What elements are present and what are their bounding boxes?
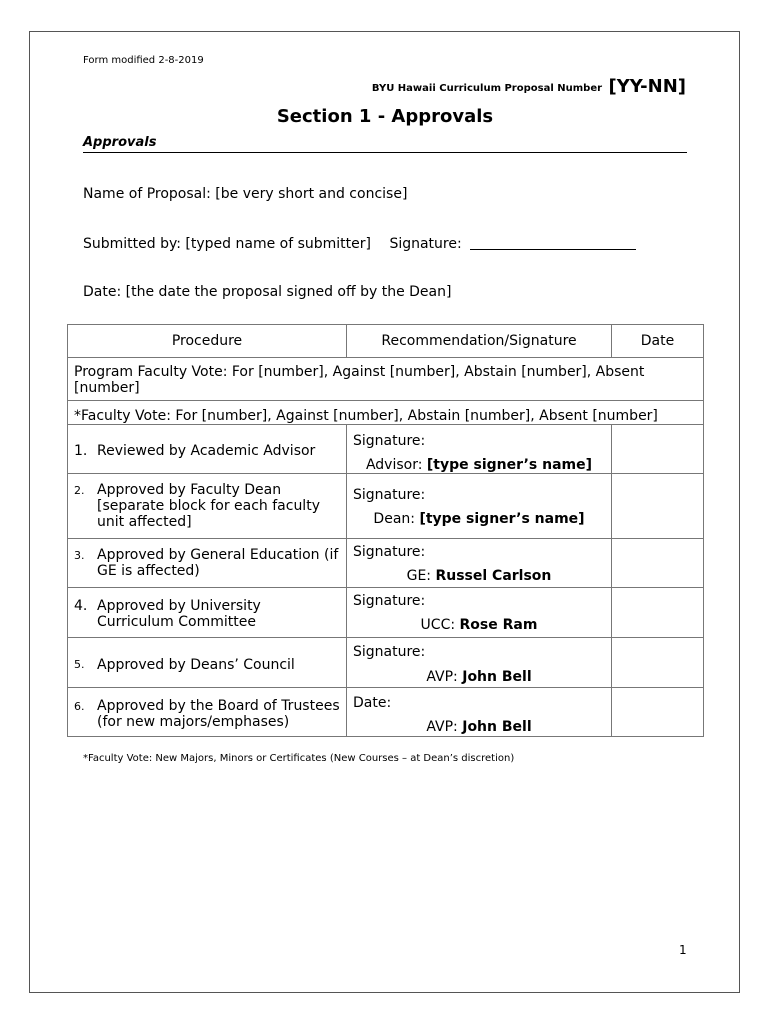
- date-cell: [612, 425, 704, 474]
- signer-name: John Bell: [462, 669, 532, 685]
- signer-role: AVP:: [426, 669, 458, 685]
- proposal-number-label: BYU Hawaii Curriculum Proposal Number: [371, 83, 603, 94]
- date-cell: [612, 688, 704, 737]
- table-row: [68, 425, 704, 474]
- signature-label: Signature:: [353, 433, 426, 449]
- header-procedure: Procedure: [68, 325, 347, 358]
- signature-label: Signature:: [353, 644, 426, 660]
- procedure-text: Reviewed by Academic Advisor: [97, 443, 316, 459]
- procedure-text: Approved by Deans’ Council: [97, 657, 295, 673]
- row-number: 6.: [74, 700, 85, 713]
- approvals-heading: Approvals: [83, 135, 687, 153]
- table-row: [68, 474, 704, 539]
- header-recommendation: Recommendation/Signature: [347, 325, 612, 358]
- header-date: Date: [612, 325, 704, 358]
- procedure-text: Approved by University Curriculum Committee: [97, 598, 261, 630]
- date-label: Date:: [353, 695, 392, 711]
- signer: [347, 457, 611, 473]
- signature-label: Signature:: [353, 487, 426, 503]
- date-cell: [612, 539, 704, 588]
- signer: [347, 719, 611, 735]
- row-number: 3.: [74, 549, 85, 562]
- table-row: [68, 638, 704, 688]
- date-cell: [612, 588, 704, 638]
- table-row: [68, 539, 704, 588]
- procedure-text: Approved by the Board of Trustees (for new majors/emphases): [97, 698, 340, 730]
- procedure-text: Approved by General Education (if GE is affected): [97, 547, 339, 579]
- submitted-by-field: [83, 235, 636, 252]
- row-number: 2.: [74, 484, 85, 497]
- procedure-text: Approved by Faculty Dean [separate block for each faculty unit affected]: [97, 482, 320, 530]
- signer-name: Rose Ram: [459, 617, 538, 633]
- proposal-number: [372, 76, 686, 97]
- signer-role: Advisor:: [365, 457, 423, 473]
- signer-role: UCC:: [420, 617, 456, 633]
- row-number: 5.: [74, 658, 85, 671]
- signer: [347, 568, 611, 584]
- signer-role: GE:: [406, 568, 432, 584]
- signer-name: Russel Carlson: [435, 568, 552, 584]
- table-row: [68, 588, 704, 638]
- page-number: 1: [679, 943, 687, 957]
- proposal-number-code: [YY-NN]: [608, 76, 686, 97]
- signer: [347, 669, 611, 685]
- signer: [347, 617, 611, 633]
- form-modified-note: Form modified 2-8-2019: [83, 55, 204, 66]
- signer-name: [type signer’s name]: [426, 457, 593, 473]
- signature-label: Signature:: [353, 544, 426, 560]
- date-field: Date: [the date the proposal signed off by the Dean]: [83, 284, 452, 300]
- table-header-row: [68, 325, 704, 358]
- date-cell: [612, 638, 704, 688]
- signature-label: Signature:: [353, 593, 426, 609]
- signer-role: Dean:: [373, 511, 415, 527]
- program-faculty-vote: Program Faculty Vote: For [number], Against [number], Abstain [number], Absent [number]: [68, 358, 704, 401]
- date-cell: [612, 474, 704, 539]
- signer: [347, 511, 611, 527]
- approvals-table: [67, 324, 704, 737]
- table-row: [68, 688, 704, 737]
- submitted-by-label: Submitted by: [typed name of submitter]: [83, 236, 371, 252]
- row-number: 4.: [74, 598, 88, 614]
- section-title: Section 1 - Approvals: [276, 106, 494, 127]
- signature-line: [470, 235, 636, 250]
- signer-name: John Bell: [462, 719, 532, 735]
- row-number: 1.: [74, 443, 88, 459]
- signer-name: [type signer’s name]: [419, 511, 585, 527]
- footnote: *Faculty Vote: New Majors, Minors or Certificates (New Courses – at Dean’s discretion): [83, 753, 515, 764]
- faculty-vote: *Faculty Vote: For [number], Against [number], Abstain [number], Absent [number]: [68, 401, 704, 425]
- proposal-name-field: Name of Proposal: [be very short and concise]: [83, 186, 408, 202]
- signer-role: AVP:: [426, 719, 458, 735]
- signature-label: Signature:: [389, 236, 462, 252]
